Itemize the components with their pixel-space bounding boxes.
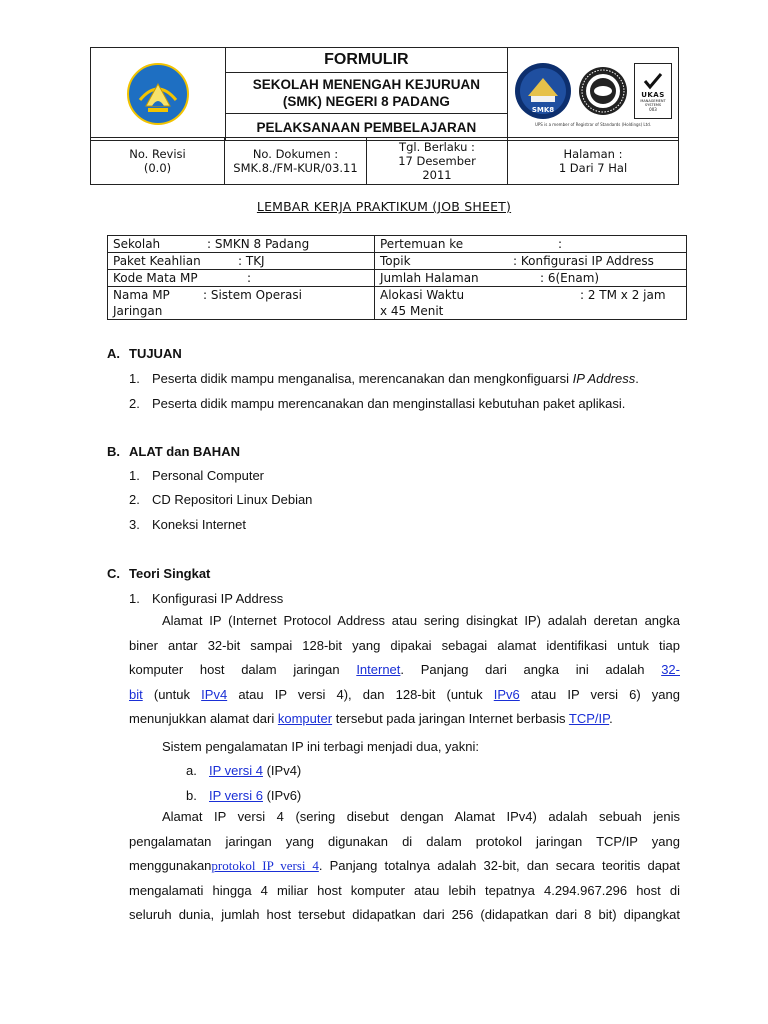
- list-item: [186, 788, 301, 803]
- berlaku-value-1: 17 Desember: [398, 154, 476, 168]
- dokumen-label: No. Dokumen :: [252, 147, 339, 161]
- alokasi-label: Alokasi Waktu: [380, 288, 465, 302]
- p1-l4c: atau IP versi 6) yang: [530, 686, 680, 702]
- job-sheet-title: LEMBAR KERJA PRAKTIKUM (JOB SHEET): [256, 199, 512, 214]
- ukas-number: 003: [649, 106, 657, 112]
- section-a-letter: A.: [107, 346, 120, 361]
- alokasi-cell: [375, 287, 687, 320]
- p1-l3a: komputer host dalam jaringan: [129, 662, 340, 677]
- dokumen-value: SMK.8./FM-KUR/03.11: [233, 161, 358, 175]
- school-name: [225, 73, 507, 114]
- sekolah-label: Sekolah: [113, 237, 161, 251]
- ip-versi-6-link[interactable]: IP versi 6: [209, 788, 263, 803]
- p1-l5c: .: [609, 711, 613, 726]
- ukas-label: UKAS: [641, 90, 665, 99]
- list-item: 3. Koneksi Internet: [129, 517, 246, 532]
- section-a-title: TUJUAN: [129, 346, 182, 361]
- p1-line-1: Alamat IP (Internet Protocol Address atau sering disingkat IP) adalah deretan angka: [162, 613, 680, 628]
- ups-footnote: UPS is a member of Registrar of Standards (Holdings) Ltd.: [534, 122, 652, 127]
- ipv6-link[interactable]: IPv6: [493, 686, 520, 702]
- dokumen-cell: [225, 138, 367, 185]
- section-b-letter: B.: [107, 444, 120, 459]
- tujuan-item-1: Peserta didik mampu menganalisa, merencanakan dan mengkonfiguarsi: [152, 371, 573, 386]
- ups-iso-seal: [578, 66, 628, 116]
- p1-line-3: [129, 658, 680, 683]
- section-b-heading: [107, 444, 240, 459]
- p1-line-2: biner antar 32-bit sampai 128-bit yang dipakai sebagai alamat identifikasi untuk tiap: [129, 637, 680, 653]
- p3-line-4: mengalamati hingga 4 miliar host komputer atau lebih tepatnya 4.294.967.296 host di: [129, 882, 680, 898]
- p2-a-marker: a.: [186, 763, 197, 778]
- tujuan-item-1-end: .: [635, 371, 639, 386]
- alokasi-value: : 2 TM x 2 jam: [580, 288, 666, 302]
- section-c-heading: [107, 566, 210, 581]
- pertemuan-cell: [375, 236, 687, 253]
- p2-b-text: (IPv6): [266, 788, 302, 803]
- sekolah-value: : SMKN 8 Padang: [207, 237, 310, 251]
- right-logos: [508, 58, 678, 124]
- smk8-logo: [514, 62, 572, 120]
- komputer-link[interactable]: komputer: [277, 711, 333, 726]
- pertemuan-label: Pertemuan ke: [380, 237, 464, 251]
- kode-value: :: [247, 271, 252, 285]
- tujuan-item-2: Peserta didik mampu merencanakan dan menginstallasi kebutuhan paket aplikasi.: [152, 396, 626, 411]
- teori-subheading: Konfigurasi IP Address: [152, 591, 284, 606]
- form-meta-table: [90, 137, 679, 185]
- halaman-label: Halaman :: [563, 147, 623, 161]
- left-logo-cell: [91, 48, 226, 141]
- list-item: [186, 763, 301, 778]
- p3-l3a: menggunakan: [129, 858, 212, 873]
- nama-value: : Sistem Operasi: [203, 288, 302, 302]
- bit-link[interactable]: bit: [129, 686, 143, 702]
- list-item: 2. Peserta didik mampu merencanakan dan menginstallasi kebutuhan paket aplikasi.: [129, 396, 626, 411]
- p1-line-4: [129, 683, 680, 708]
- topik-label: Topik: [380, 254, 411, 268]
- p1-line-5: [129, 707, 680, 732]
- ukas-sub1: MANAGEMENT: [640, 98, 666, 103]
- alat-item-1: Personal Computer: [152, 468, 264, 483]
- ukas-sub2: SYSTEMS: [644, 102, 662, 107]
- p1-l3b: . Panjang dari angka ini adalah: [400, 662, 645, 677]
- school-line-2: (SMK) NEGERI 8 PADANG: [282, 94, 450, 109]
- berlaku-label: Tgl. Berlaku :: [399, 140, 475, 154]
- p1-l5b: tersebut pada jaringan Internet berbasis: [335, 711, 566, 726]
- nama-label: Nama MP: [113, 288, 170, 302]
- ukas-badge: [634, 63, 672, 119]
- p3-l3b: . Panjang totalnya adalah 32-bit, dan secara teoritis dapat: [318, 858, 680, 873]
- 32-bit-link[interactable]: 32-: [661, 662, 680, 677]
- sekolah-cell: [108, 236, 375, 253]
- section-c-title: Teori Singkat: [129, 566, 211, 581]
- section-c-letter: C.: [107, 566, 120, 581]
- section-a-heading: [107, 346, 182, 361]
- revisi-label: No. Revisi: [129, 147, 186, 161]
- info-table: [107, 235, 687, 320]
- tcpip-link[interactable]: TCP/IP: [568, 711, 610, 726]
- kode-cell: [108, 270, 375, 287]
- nama-value-2: Jaringan: [113, 304, 163, 318]
- alat-item-2: CD Repositori Linux Debian: [152, 492, 313, 507]
- list-item: 1. Konfigurasi IP Address: [129, 591, 284, 606]
- list-item: 1. Peserta didik mampu menganalisa, merencanakan dan mengkonfiguarsi IP Address.: [129, 371, 639, 386]
- revisi-cell: [91, 138, 225, 185]
- paket-cell: [108, 253, 375, 270]
- pertemuan-value: :: [558, 237, 563, 251]
- p1-l4a: (untuk: [153, 686, 191, 702]
- ip-versi-4-link[interactable]: IP versi 4: [209, 763, 263, 778]
- p1-l4b: atau IP versi 4), dan 128-bit (untuk: [238, 686, 483, 702]
- halaman-value: 1 Dari 7 Hal: [558, 161, 628, 175]
- internet-link[interactable]: Internet: [356, 662, 401, 677]
- nama-cell: [108, 287, 375, 320]
- jumlah-label: Jumlah Halaman: [380, 271, 479, 285]
- school-line-1: SEKOLAH MENENGAH KEJURUAN: [252, 77, 480, 92]
- topik-value: : Konfigurasi IP Address: [513, 254, 654, 268]
- p2-intro: Sistem pengalamatan IP ini terbagi menjadi dua, yakni:: [162, 739, 480, 754]
- paragraph-ip-address: [129, 609, 680, 732]
- protokol-ip-versi-4-link[interactable]: protokol IP versi 4: [211, 858, 319, 873]
- tujuan-item-1-ital: IP Address: [572, 371, 636, 386]
- alat-item-3: Koneksi Internet: [152, 517, 246, 532]
- tut-wuri-handayani-logo: [126, 62, 190, 126]
- p3-line-5: seluruh dunia, jumlah host tersebut didapatkan dari 256 (didapatkan dari 8 bit) dipangkat: [129, 907, 680, 922]
- ipv4-link[interactable]: IPv4: [201, 686, 228, 702]
- topik-cell: [375, 253, 687, 270]
- crown-check-icon: [642, 71, 664, 91]
- list-item: 2. CD Repositori Linux Debian: [129, 492, 313, 507]
- p2-a-text: (IPv4): [266, 763, 302, 778]
- p3-line-2: pengalamatan jaringan yang digunakan di dalam protokol jaringan TCP/IP yang: [129, 833, 680, 849]
- list-item: 1. Personal Computer: [129, 468, 264, 483]
- berlaku-cell: [367, 138, 508, 185]
- paragraph-ipv4: [129, 805, 680, 928]
- p1-l5a: menunjukkan alamat dari: [129, 711, 275, 726]
- formulir-title: FORMULIR: [225, 48, 507, 73]
- jumlah-cell: [375, 270, 687, 287]
- paket-label: Paket Keahlian: [113, 254, 201, 268]
- alokasi-value-2: x 45 Menit: [380, 304, 444, 318]
- p2-b-marker: b.: [186, 788, 197, 803]
- p3-line-3: [129, 854, 680, 879]
- smk8-logo-text: SMK8: [531, 106, 555, 114]
- jumlah-value: : 6(Enam): [540, 271, 600, 285]
- halaman-cell: [508, 138, 679, 185]
- p3-line-1: Alamat IP versi 4 (sering disebut dengan Alamat IPv4) adalah sebuah jenis: [162, 809, 680, 824]
- paket-value: : TKJ: [238, 254, 265, 268]
- right-logo-cell: [508, 48, 679, 141]
- section-b-title: ALAT dan BAHAN: [129, 444, 240, 459]
- form-header-table: [90, 47, 679, 141]
- revisi-value: (0.0): [143, 161, 172, 175]
- pelaksanaan-title: PELAKSANAAN PEMBELAJARAN: [225, 114, 507, 141]
- berlaku-value-2: 2011: [422, 168, 452, 182]
- kode-label: Kode Mata MP: [113, 271, 198, 285]
